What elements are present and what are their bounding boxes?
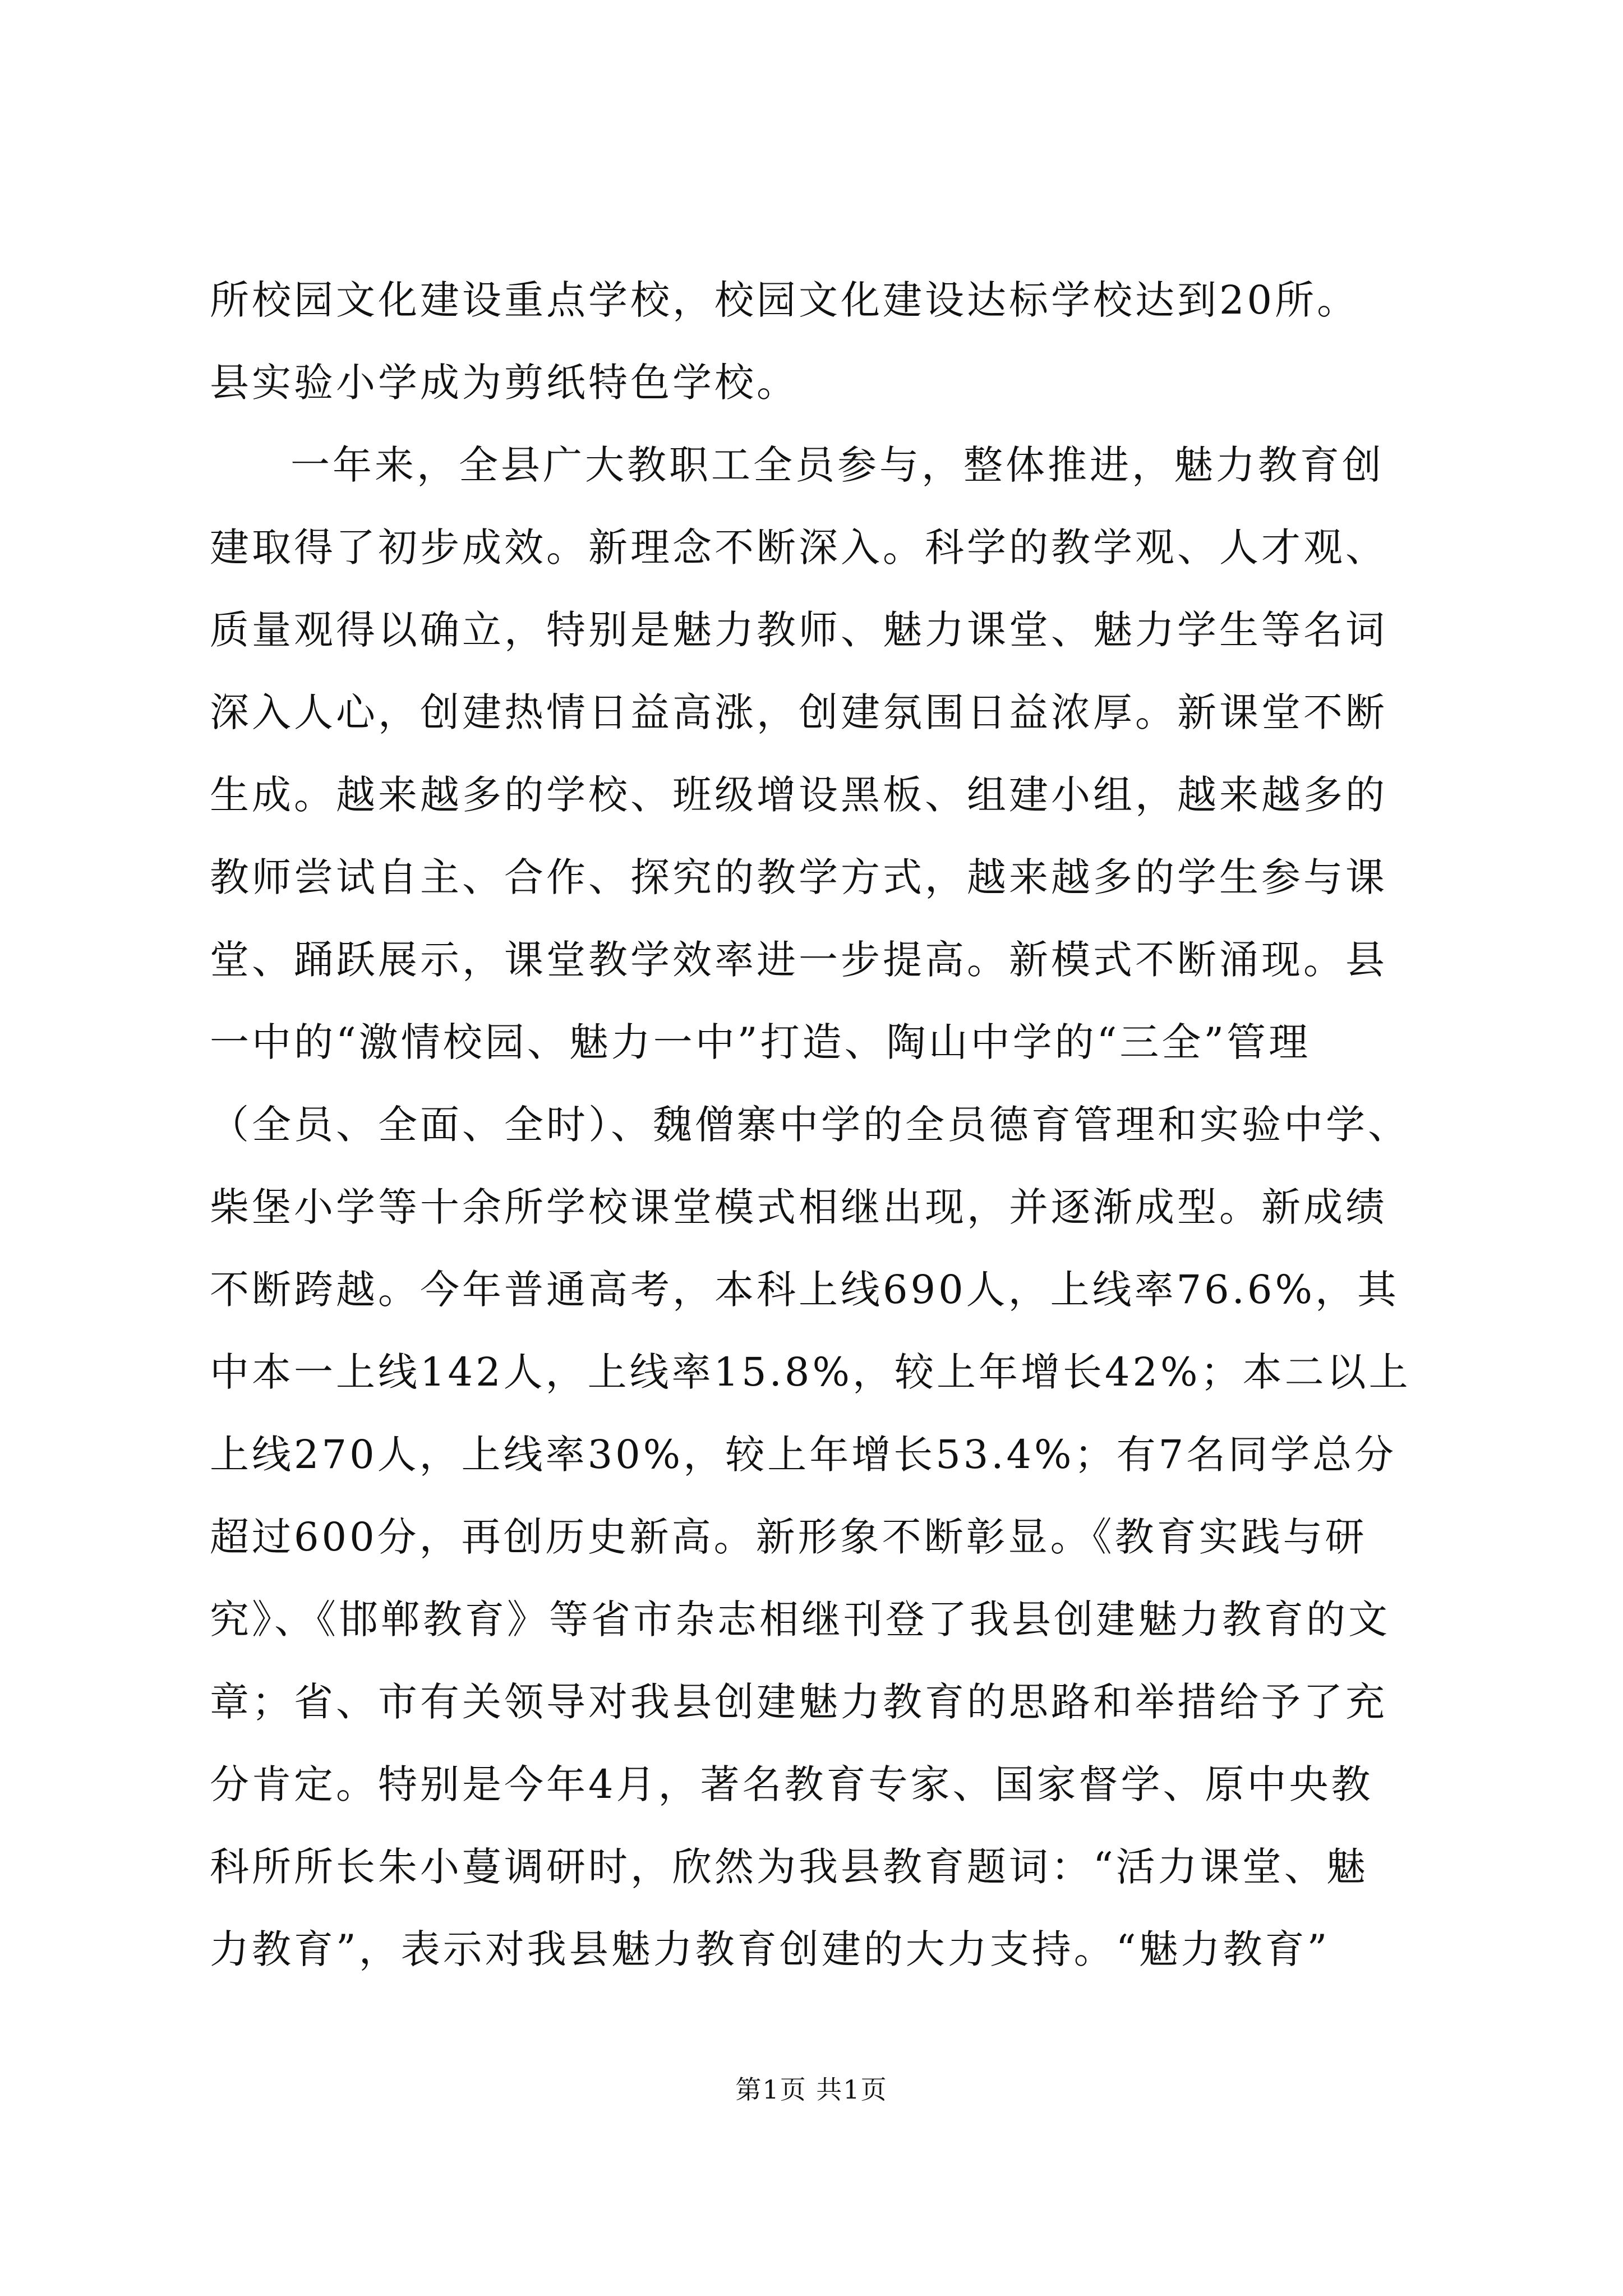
text-line: 力教育”，表示对我县魅力教育创建的大力支持。“魅力教育” <box>210 1926 1330 1972</box>
paragraph-first-line: 一年来，全县广大教职工全员参与，整体推进，魅力教育创 <box>291 442 1384 488</box>
text-line: 所校园文化建设重点学校，校园文化建设达标学校达到20所。 <box>210 277 1359 323</box>
text-line: 章；省、市有关领导对我县创建魅力教育的思路和举措给予了充 <box>210 1679 1387 1725</box>
text-line: 生成。越来越多的学校、班级增设黑板、组建小组，越来越多的 <box>210 772 1387 818</box>
text-line: 堂、踊跃展示，课堂教学效率进一步提高。新模式不断涌现。县 <box>210 937 1387 983</box>
text-line: 县实验小学成为剪纸特色学校。 <box>210 360 799 406</box>
text-line: （全员、全面、全时）、魏僧寨中学的全员德育管理和实验中学、 <box>210 1102 1410 1148</box>
text-line: 上线270人，上线率30%，较上年增长53.4%；有7名同学总分 <box>210 1432 1397 1478</box>
text-line: 分肯定。特别是今年4月，著名教育专家、国家督学、原中央教 <box>210 1761 1373 1807</box>
text-line: 柴堡小学等十余所学校课堂模式相继出现，并逐渐成型。新成绩 <box>210 1184 1387 1230</box>
text-line: 超过600分，再创历史新高。新形象不断彰显。《教育实践与研 <box>210 1514 1367 1560</box>
text-line: 一中的“激情校园、魅力一中”打造、陶山中学的“三全”管理 <box>210 1019 1311 1065</box>
text-line: 究》、《邯郸教育》等省市杂志相继刊登了我县创建魅力教育的文 <box>210 1596 1390 1642</box>
text-line: 深入人心，创建热情日益高涨，创建氛围日益浓厚。新课堂不断 <box>210 689 1387 735</box>
text-line: 科所所长朱小蔓调研时，欣然为我县教育题词：“活力课堂、魅 <box>210 1844 1368 1890</box>
body-text <box>210 259 1421 1991</box>
page-number-footer: 第1页 共1页 <box>735 2074 888 2105</box>
text-line: 教师尝试自主、合作、探究的教学方式，越来越多的学生参与课 <box>210 854 1387 900</box>
text-line: 建取得了初步成效。新理念不断深入。科学的教学观、人才观、 <box>210 524 1387 570</box>
text-line: 质量观得以确立，特别是魅力教师、魅力课堂、魅力学生等名词 <box>210 607 1387 653</box>
text-line: 中本一上线142人，上线率15.8%，较上年增长42%；本二以上 <box>210 1349 1411 1395</box>
text-line: 不断跨越。今年普通高考，本科上线690人，上线率76.6%，其 <box>210 1267 1399 1313</box>
